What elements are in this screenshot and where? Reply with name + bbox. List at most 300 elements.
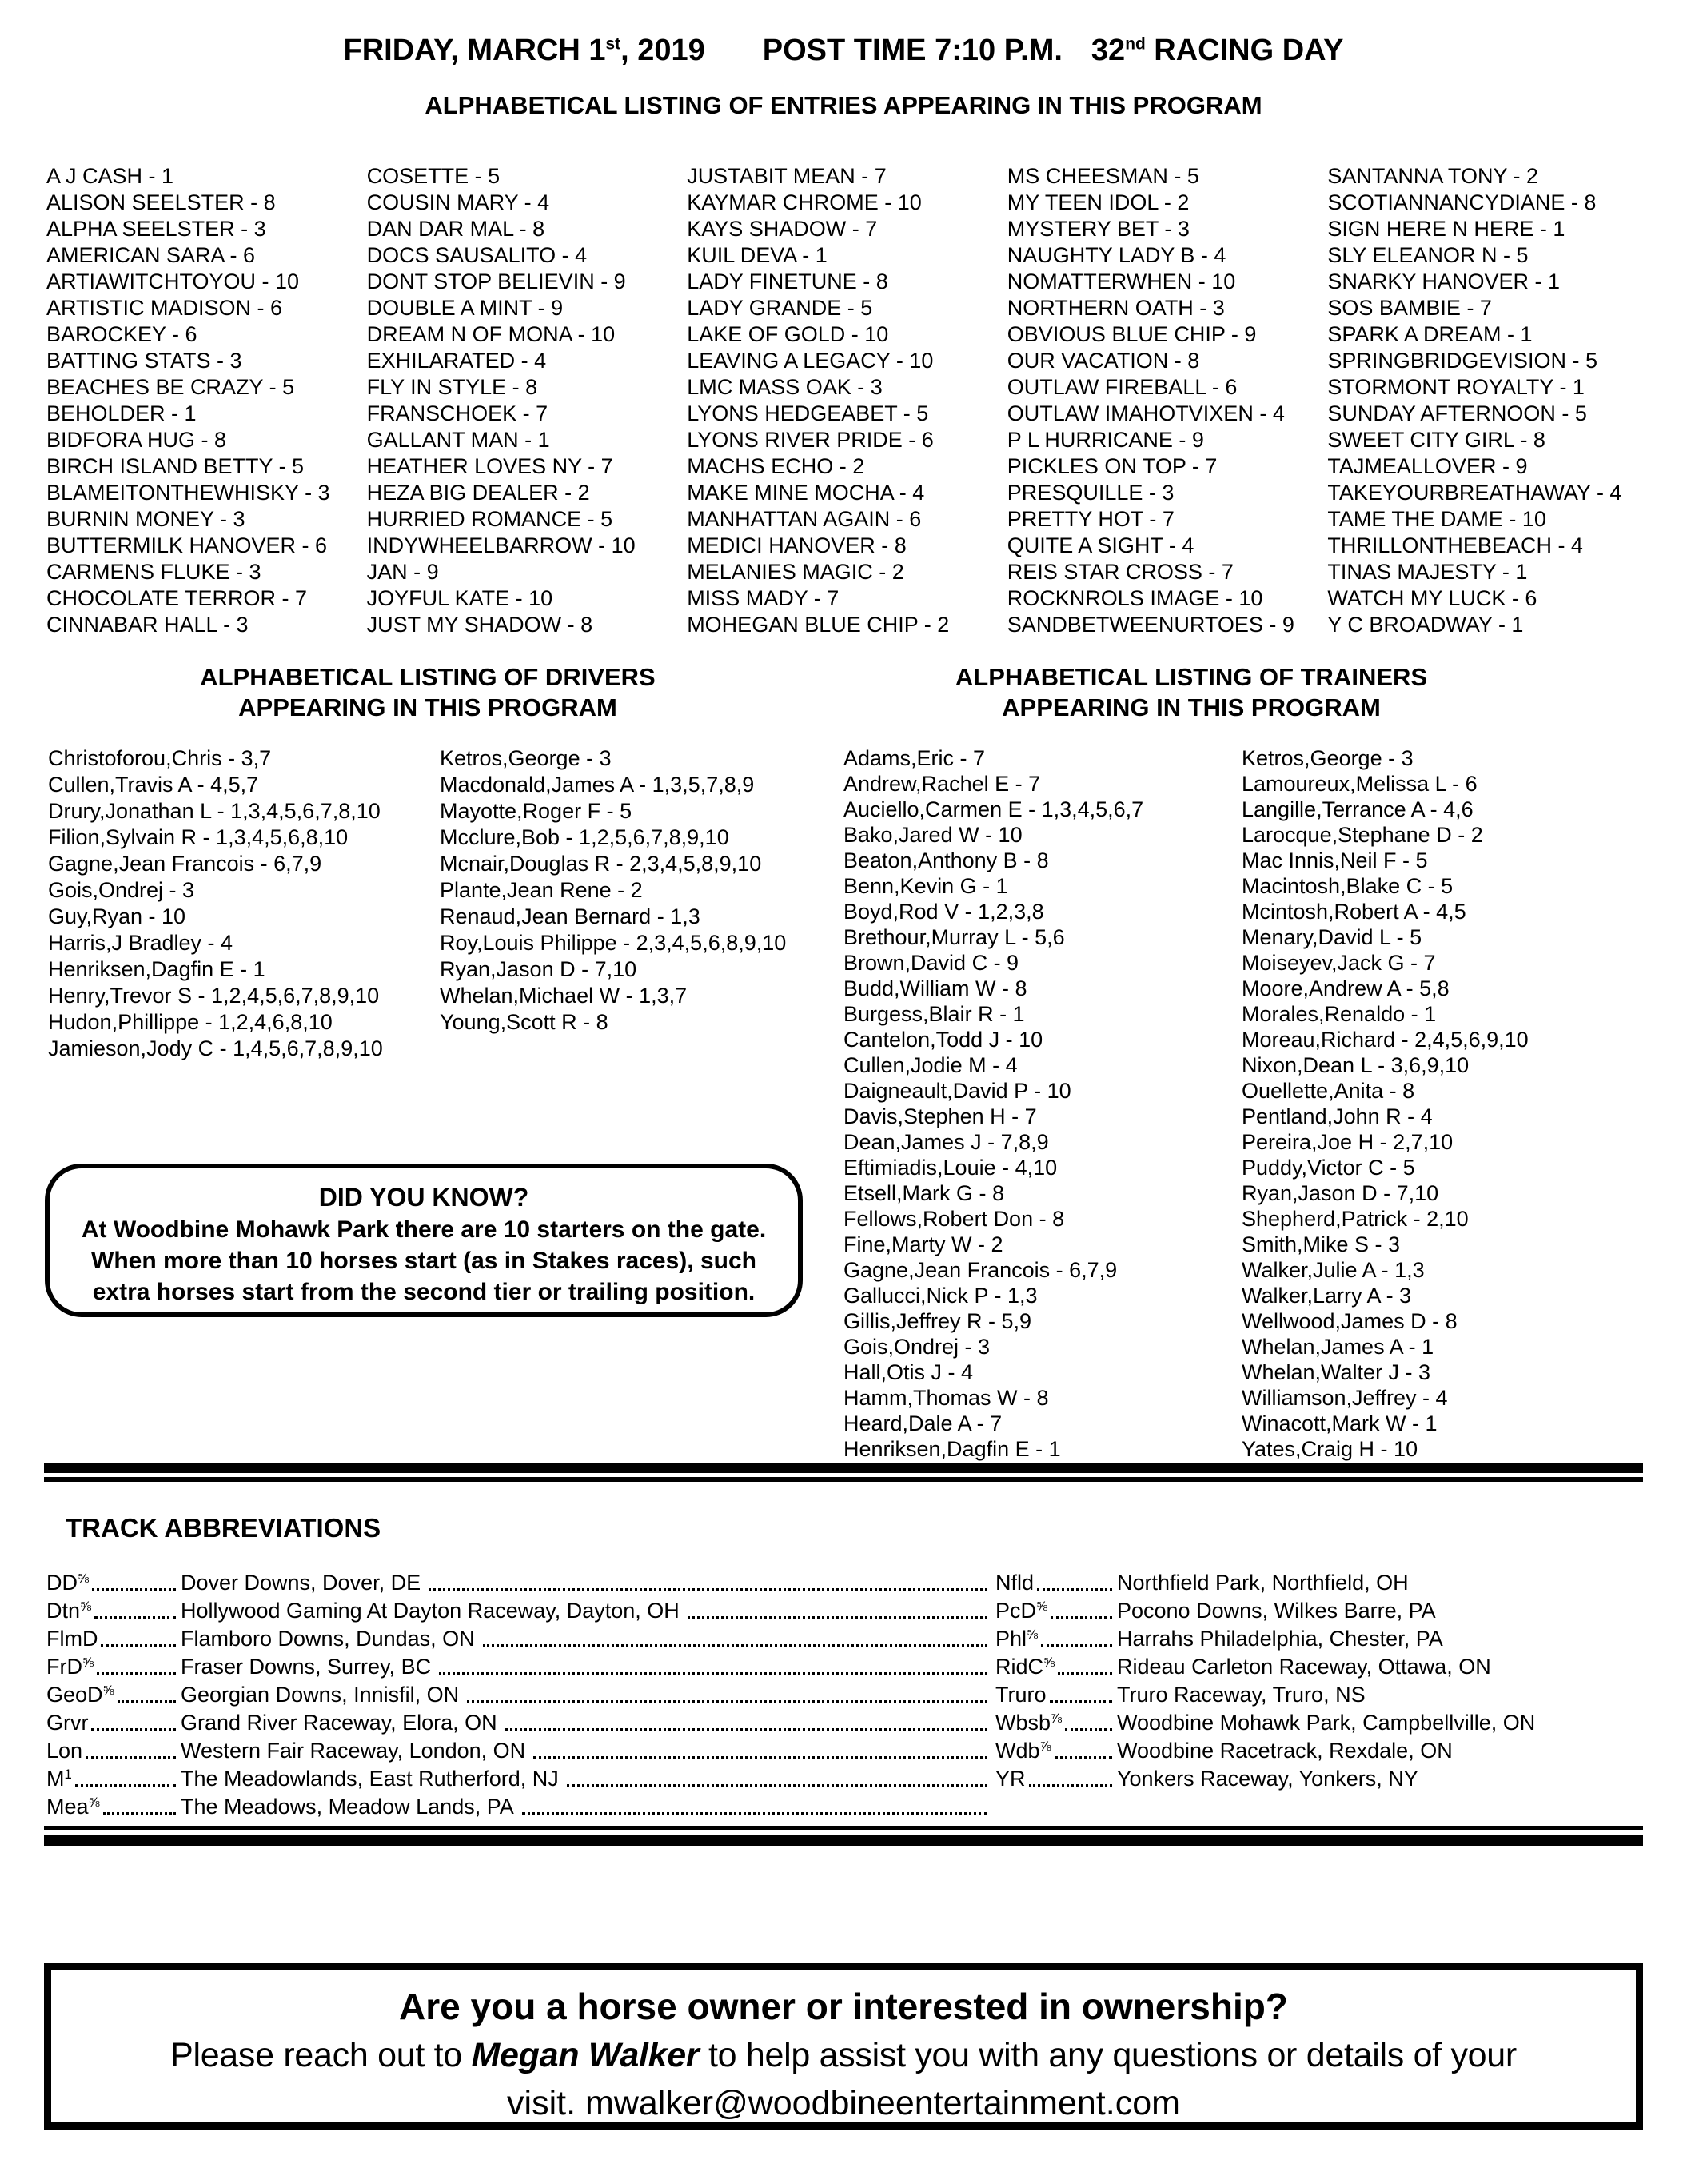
list-item: HEATHER LOVES NY - 7 — [366, 454, 613, 478]
list-item: COSETTE - 5 — [366, 164, 501, 188]
track-abbreviation-fraction: ⅞ — [1039, 1739, 1051, 1754]
track-name: Yonkers Raceway, Yonkers, NY — [1117, 1767, 1418, 1791]
list-item: Macdonald,James A - 1,3,5,7,8,9 — [440, 773, 755, 797]
section-divider-top — [44, 1463, 1643, 1482]
track-abbreviations-right-column — [995, 1569, 1640, 1793]
list-item: Etsell,Mark G - 8 — [844, 1181, 1005, 1205]
list-item: Mcclure,Bob - 1,2,5,6,7,8,9,10 — [440, 825, 729, 849]
track-abbreviation-row — [995, 1765, 1640, 1793]
list-item: Mayotte,Roger F - 5 — [440, 799, 632, 823]
dot-leader — [1029, 1765, 1112, 1787]
track-abbreviations-left-column — [46, 1569, 995, 1821]
track-abbreviation-fraction: ⅝ — [1027, 1627, 1038, 1642]
dot-leader — [483, 1625, 987, 1647]
track-name: Dover Downs, Dover, DE — [181, 1571, 421, 1595]
list-item: TAME THE DAME - 10 — [1327, 507, 1546, 531]
list-item: Dean,James J - 7,8,9 — [844, 1130, 1049, 1154]
list-item: TINAS MAJESTY - 1 — [1327, 560, 1528, 584]
list-item: SWEET CITY GIRL - 8 — [1327, 428, 1545, 452]
track-name: Western Fair Raceway, London, ON — [181, 1739, 526, 1763]
list-item: MACHS ECHO - 2 — [687, 454, 865, 478]
list-item: AMERICAN SARA - 6 — [46, 243, 256, 267]
list-item: DOCS SAUSALITO - 4 — [366, 243, 588, 267]
list-item: BATTING STATS - 3 — [46, 349, 242, 373]
list-item: OUR VACATION - 8 — [1007, 349, 1200, 373]
list-item: Gagne,Jean Francois - 6,7,9 — [844, 1258, 1118, 1282]
list-item: SIGN HERE N HERE - 1 — [1327, 217, 1565, 241]
list-item: Ketros,George - 3 — [440, 746, 612, 770]
list-item: Mcintosh,Robert A - 4,5 — [1242, 900, 1466, 924]
track-abbreviation-code: Wbsb ⅞ — [995, 1709, 1117, 1737]
contact-email-line: visit. mwalker@woodbineentertainment.com — [507, 2084, 1180, 2122]
list-item: Whelan,Walter J - 3 — [1242, 1360, 1431, 1384]
dot-leader — [92, 1569, 176, 1591]
entries-heading: ALPHABETICAL LISTING OF ENTRIES APPEARING IN THIS PROGRAM — [425, 91, 1262, 119]
list-item: JUST MY SHADOW - 8 — [366, 613, 593, 637]
divider-thick-bar — [44, 1463, 1643, 1473]
dot-leader — [91, 1709, 176, 1731]
list-item: LAKE OF GOLD - 10 — [687, 322, 889, 346]
track-abbreviation-row — [46, 1569, 995, 1597]
list-item: Moreau,Richard - 2,4,5,6,9,10 — [1242, 1028, 1529, 1052]
drivers-column-1 — [48, 745, 440, 1062]
dot-leader — [75, 1765, 176, 1787]
track-abbreviation-fraction: ⅝ — [78, 1571, 89, 1586]
track-abbreviation-row — [46, 1597, 995, 1625]
list-item: Bako,Jared W - 10 — [844, 823, 1023, 847]
list-item: Young,Scott R - 8 — [440, 1010, 608, 1034]
list-item: Adams,Eric - 7 — [844, 746, 986, 770]
track-abbreviation-code: M 1 — [46, 1765, 181, 1793]
list-item: SPARK A DREAM - 1 — [1327, 322, 1533, 346]
list-item: LYONS RIVER PRIDE - 6 — [687, 428, 934, 452]
list-item: BUTTERMILK HANOVER - 6 — [46, 533, 328, 557]
list-item: Smith,Mike S - 3 — [1242, 1232, 1401, 1256]
dot-leader — [103, 1793, 177, 1815]
list-item: Heard,Dale A - 7 — [844, 1411, 1003, 1435]
dot-leader — [429, 1569, 987, 1591]
list-item: KAYMAR CHROME - 10 — [687, 190, 922, 214]
dot-leader — [94, 1597, 176, 1619]
dot-leader — [1051, 1597, 1112, 1619]
list-item: MAKE MINE MOCHA - 4 — [687, 481, 925, 505]
dot-leader — [505, 1709, 987, 1731]
list-item: Boyd,Rod V - 1,2,3,8 — [844, 900, 1044, 924]
page-title — [0, 34, 1687, 68]
list-item: JAN - 9 — [366, 560, 439, 584]
track-abbreviation-code: FlmD — [46, 1625, 181, 1653]
list-item: LADY FINETUNE - 8 — [687, 270, 888, 293]
list-item: SLY ELEANOR N - 5 — [1327, 243, 1529, 267]
list-item: CINNABAR HALL - 3 — [46, 613, 249, 637]
list-item: Cullen,Jodie M - 4 — [844, 1053, 1018, 1077]
drivers-column-2 — [440, 745, 786, 1062]
track-abbreviation-code: Wdb ⅞ — [995, 1737, 1117, 1765]
dot-leader — [522, 1793, 987, 1815]
list-item: ALPHA SEELSTER - 3 — [46, 217, 266, 241]
list-item: INDYWHEELBARROW - 10 — [366, 533, 636, 557]
list-item: BIRCH ISLAND BETTY - 5 — [46, 454, 305, 478]
list-item: MANHATTAN AGAIN - 6 — [687, 507, 922, 531]
list-item: THRILLONTHEBEACH - 4 — [1327, 533, 1583, 557]
race-date: FRIDAY, MARCH 1 — [343, 34, 606, 67]
track-abbreviation-fraction: ⅞ — [1051, 1711, 1062, 1726]
list-item: Andrew,Rachel E - 7 — [844, 772, 1041, 796]
track-abbreviation-row — [46, 1681, 995, 1709]
track-name: Harrahs Philadelphia, Chester, PA — [1117, 1627, 1443, 1651]
track-name: Northfield Park, Northfield, OH — [1117, 1571, 1409, 1595]
list-item: Ryan,Jason D - 7,10 — [440, 957, 637, 981]
trainers-heading-line1: ALPHABETICAL LISTING OF TRAINERS — [955, 663, 1428, 691]
list-item: Henriksen,Dagfin E - 1 — [844, 1437, 1061, 1461]
did-you-know-line2: When more than 10 horses start (as in Stakes races), such — [91, 1248, 756, 1274]
list-item: Mcnair,Douglas R - 2,3,4,5,8,9,10 — [440, 852, 762, 876]
list-item: MISS MADY - 7 — [687, 586, 840, 610]
drivers-heading-line1: ALPHABETICAL LISTING OF DRIVERS — [200, 663, 656, 691]
list-item: FLY IN STYLE - 8 — [366, 375, 538, 399]
list-item: Daigneault,David P - 10 — [844, 1079, 1071, 1103]
list-item: Moiseyev,Jack G - 7 — [1242, 951, 1436, 975]
list-item: Gois,Ondrej - 3 — [48, 878, 195, 902]
list-item: Budd,William W - 8 — [844, 976, 1027, 1000]
list-item: QUITE A SIGHT - 4 — [1007, 533, 1194, 557]
list-item: OBVIOUS BLUE CHIP - 9 — [1007, 322, 1257, 346]
list-item: Plante,Jean Rene - 2 — [440, 878, 643, 902]
list-item: Gagne,Jean Francois - 6,7,9 — [48, 852, 322, 876]
list-item: GALLANT MAN - 1 — [366, 428, 550, 452]
list-item: Beaton,Anthony B - 8 — [844, 848, 1049, 872]
trainers-heading — [832, 662, 1551, 723]
list-item: Walker,Julie A - 1,3 — [1242, 1258, 1425, 1282]
track-name: The Meadows, Meadow Lands, PA — [181, 1795, 514, 1819]
list-item: Williamson,Jeffrey - 4 — [1242, 1386, 1448, 1410]
list-item: Brown,David C - 9 — [844, 951, 1019, 975]
list-item: Morales,Renaldo - 1 — [1242, 1002, 1437, 1026]
track-abbreviation-fraction: ⅝ — [82, 1655, 94, 1670]
dot-leader — [1041, 1625, 1112, 1647]
track-abbreviation-row — [46, 1765, 995, 1793]
track-name: Fraser Downs, Surrey, BC — [181, 1655, 432, 1679]
dot-leader — [101, 1625, 176, 1647]
list-item: ARTISTIC MADISON - 6 — [46, 296, 283, 320]
entries-column-3 — [687, 163, 1001, 638]
list-item: SANTANNA TONY - 2 — [1327, 164, 1538, 188]
list-item: Menary,David L - 5 — [1242, 925, 1422, 949]
list-item: OUTLAW IMAHOTVIXEN - 4 — [1007, 401, 1285, 425]
track-abbreviation-code: YR — [995, 1765, 1117, 1793]
list-item: Nixon,Dean L - 3,6,9,10 — [1242, 1053, 1470, 1077]
track-abbreviation-row — [995, 1709, 1640, 1737]
track-abbreviation-code: DD ⅝ — [46, 1569, 181, 1597]
list-item: LYONS HEDGEABET - 5 — [687, 401, 929, 425]
entries-column-2 — [367, 163, 681, 638]
list-item: Ryan,Jason D - 7,10 — [1242, 1181, 1439, 1205]
section-divider-bottom — [44, 1826, 1643, 1846]
track-name: Rideau Carleton Raceway, Ottawa, ON — [1117, 1655, 1491, 1679]
list-item: Shepherd,Patrick - 2,10 — [1242, 1207, 1469, 1231]
list-item: Fellows,Robert Don - 8 — [844, 1207, 1065, 1231]
list-item: BEHOLDER - 1 — [46, 401, 197, 425]
list-item: NOMATTERWHEN - 10 — [1007, 270, 1236, 293]
track-abbreviation-code: Lon — [46, 1737, 181, 1765]
track-abbreviation-row — [995, 1625, 1640, 1653]
list-item: Winacott,Mark W - 1 — [1242, 1411, 1438, 1435]
racing-day-label: RACING DAY — [1145, 34, 1344, 67]
dot-leader — [1065, 1709, 1112, 1731]
list-item: Eftimiadis,Louie - 4,10 — [844, 1156, 1058, 1180]
track-abbreviation-fraction: ⅝ — [1043, 1655, 1055, 1670]
list-item: BIDFORA HUG - 8 — [46, 428, 227, 452]
list-item: Lamoureux,Melissa L - 6 — [1242, 772, 1478, 796]
list-item: Burgess,Blair R - 1 — [844, 1002, 1025, 1026]
list-item: DREAM N OF MONA - 10 — [366, 322, 616, 346]
track-abbreviation-fraction: 1 — [64, 1767, 72, 1782]
date-ordinal: st — [605, 34, 621, 54]
list-item: FRANSCHOEK - 7 — [366, 401, 548, 425]
drivers-heading — [68, 662, 788, 723]
list-item: Auciello,Carmen E - 1,3,4,5,6,7 — [844, 797, 1144, 821]
list-item: SNARKY HANOVER - 1 — [1327, 270, 1560, 293]
list-item: Gillis,Jeffrey R - 5,9 — [844, 1309, 1032, 1333]
list-item: DOUBLE A MINT - 9 — [366, 296, 564, 320]
list-item: Whelan,Michael W - 1,3,7 — [440, 984, 688, 1008]
list-item: Brethour,Murray L - 5,6 — [844, 925, 1065, 949]
track-abbreviation-row — [46, 1653, 995, 1681]
list-item: PICKLES ON TOP - 7 — [1007, 454, 1218, 478]
list-item: P L HURRICANE - 9 — [1007, 428, 1204, 452]
dot-leader — [688, 1597, 987, 1619]
ownership-headline: Are you a horse owner or interested in ownership? — [399, 1986, 1288, 2027]
trainers-column-1 — [844, 745, 1242, 1462]
list-item: Benn,Kevin G - 1 — [844, 874, 1008, 898]
track-abbreviation-fraction: ⅝ — [1036, 1599, 1047, 1614]
dot-leader — [118, 1681, 176, 1703]
list-item: SCOTIANNANCYDIANE - 8 — [1327, 190, 1597, 214]
dot-leader — [1037, 1569, 1112, 1591]
list-item: Henriksen,Dagfin E - 1 — [48, 957, 265, 981]
list-item: Cullen,Travis A - 4,5,7 — [48, 773, 259, 797]
list-item: OUTLAW FIREBALL - 6 — [1007, 375, 1238, 399]
drivers-list — [48, 745, 786, 1062]
did-you-know-title: DID YOU KNOW? — [318, 1183, 529, 1212]
list-item: LMC MASS OAK - 3 — [687, 375, 883, 399]
track-abbreviations-heading: TRACK ABBREVIATIONS — [66, 1513, 381, 1543]
list-item: CARMENS FLUKE - 3 — [46, 560, 261, 584]
list-item: Macintosh,Blake C - 5 — [1242, 874, 1454, 898]
did-you-know-box — [45, 1164, 803, 1317]
dot-leader — [533, 1737, 987, 1759]
list-item: Y C BROADWAY - 1 — [1327, 613, 1524, 637]
list-item: BEACHES BE CRAZY - 5 — [46, 375, 295, 399]
track-name: The Meadowlands, East Rutherford, NJ — [181, 1767, 559, 1791]
list-item: MY TEEN IDOL - 2 — [1007, 190, 1190, 214]
list-item: Yates,Craig H - 10 — [1242, 1437, 1418, 1461]
list-item: DAN DAR MAL - 8 — [366, 217, 545, 241]
list-item: Filion,Sylvain R - 1,3,4,5,6,8,10 — [48, 825, 349, 849]
list-item: Cantelon,Todd J - 10 — [844, 1028, 1043, 1052]
list-item: Ouellette,Anita - 8 — [1242, 1079, 1415, 1103]
ownership-box — [44, 1963, 1643, 2130]
track-abbreviation-fraction: ⅝ — [88, 1795, 100, 1810]
list-item: Gois,Ondrej - 3 — [844, 1335, 991, 1359]
list-item: HURRIED ROMANCE - 5 — [366, 507, 613, 531]
track-name: Flamboro Downs, Dundas, ON — [181, 1627, 475, 1651]
track-abbreviation-code: Truro — [995, 1681, 1117, 1709]
track-name: Georgian Downs, Innisfil, ON — [181, 1683, 460, 1707]
list-item: SANDBETWEENURTOES - 9 — [1007, 613, 1294, 637]
list-item: MEDICI HANOVER - 8 — [687, 533, 907, 557]
list-item: WATCH MY LUCK - 6 — [1327, 586, 1537, 610]
track-abbreviation-row — [46, 1709, 995, 1737]
list-item: JUSTABIT MEAN - 7 — [687, 164, 887, 188]
list-item: MELANIES MAGIC - 2 — [687, 560, 904, 584]
list-item: TAJMEALLOVER - 9 — [1327, 454, 1528, 478]
divider-thin-bar — [44, 1826, 1643, 1830]
entries-column-5 — [1327, 163, 1641, 638]
list-item: Larocque,Stephane D - 2 — [1242, 823, 1483, 847]
list-item: Gallucci,Nick P - 1,3 — [844, 1284, 1038, 1308]
entries-column-4 — [1007, 163, 1322, 638]
ownership-line2 — [51, 2031, 1636, 2079]
list-item: SUNDAY AFTERNOON - 5 — [1327, 401, 1587, 425]
list-item: Pentland,John R - 4 — [1242, 1104, 1433, 1128]
racing-day-number: 32 — [1091, 34, 1126, 67]
track-abbreviation-code: Mea ⅝ — [46, 1793, 181, 1821]
track-abbreviation-row — [46, 1793, 995, 1821]
list-item: NORTHERN OATH - 3 — [1007, 296, 1225, 320]
track-abbreviation-row — [995, 1597, 1640, 1625]
dot-leader — [1050, 1681, 1112, 1703]
list-item: LEAVING A LEGACY - 10 — [687, 349, 934, 373]
list-item: NAUGHTY LADY B - 4 — [1007, 243, 1226, 267]
track-name: Pocono Downs, Wilkes Barre, PA — [1117, 1599, 1436, 1623]
track-abbreviation-fraction: ⅝ — [102, 1683, 114, 1698]
list-item: Jamieson,Jody C - 1,4,5,6,7,8,9,10 — [48, 1036, 383, 1060]
list-item: Whelan,James A - 1 — [1242, 1335, 1434, 1359]
list-item: Walker,Larry A - 3 — [1242, 1284, 1412, 1308]
list-item: COUSIN MARY - 4 — [366, 190, 550, 214]
list-item: ROCKNROLS IMAGE - 10 — [1007, 586, 1263, 610]
list-item: JOYFUL KATE - 10 — [366, 586, 553, 610]
track-abbreviation-code: Grvr — [46, 1709, 181, 1737]
list-item: SOS BAMBIE - 7 — [1327, 296, 1492, 320]
post-time: POST TIME 7:10 P.M. — [762, 34, 1063, 67]
list-item: SPRINGBRIDGEVISION - 5 — [1327, 349, 1597, 373]
track-abbreviation-code: Nfld — [995, 1569, 1117, 1597]
list-item: ALISON SEELSTER - 8 — [46, 190, 276, 214]
track-abbreviation-code: PcD ⅝ — [995, 1597, 1117, 1625]
list-item: Harris,J Bradley - 4 — [48, 931, 233, 955]
list-item: Drury,Jonathan L - 1,3,4,5,6,7,8,10 — [48, 799, 381, 823]
list-item: Renaud,Jean Bernard - 1,3 — [440, 904, 700, 928]
contact-name: Megan Walker — [471, 2036, 700, 2074]
dot-leader — [567, 1765, 987, 1787]
track-name: Truro Raceway, Truro, NS — [1117, 1683, 1366, 1707]
race-year: , 2019 — [620, 34, 705, 67]
track-abbreviation-code: GeoD ⅝ — [46, 1681, 181, 1709]
track-abbreviation-row — [995, 1653, 1640, 1681]
drivers-heading-line2: APPEARING IN THIS PROGRAM — [238, 693, 617, 721]
list-item: Hudon,Phillippe - 1,2,4,6,8,10 — [48, 1010, 333, 1034]
list-item: Roy,Louis Philippe - 2,3,4,5,6,8,9,10 — [440, 931, 787, 955]
track-name: Woodbine Mohawk Park, Campbellville, ON — [1117, 1711, 1536, 1735]
dot-leader — [86, 1737, 176, 1759]
list-item: KUIL DEVA - 1 — [687, 243, 828, 267]
list-item: KAYS SHADOW - 7 — [687, 217, 878, 241]
trainers-column-2 — [1242, 745, 1529, 1462]
track-abbreviation-code: Dtn ⅝ — [46, 1597, 181, 1625]
trainers-list — [844, 745, 1529, 1462]
list-item: Langille,Terrance A - 4,6 — [1242, 797, 1474, 821]
dot-leader — [1058, 1653, 1112, 1675]
list-item: ARTIAWITCHTOYOU - 10 — [46, 270, 300, 293]
list-item: HEZA BIG DEALER - 2 — [366, 481, 590, 505]
dot-leader — [439, 1653, 987, 1675]
dot-leader — [97, 1653, 176, 1675]
list-item: Guy,Ryan - 10 — [48, 904, 186, 928]
list-item: Davis,Stephen H - 7 — [844, 1104, 1037, 1128]
list-item: Henry,Trevor S - 1,2,4,5,6,7,8,9,10 — [48, 984, 380, 1008]
ownership-line2-suffix: to help assist you with any questions or details of your — [699, 2036, 1517, 2074]
list-item: REIS STAR CROSS - 7 — [1007, 560, 1234, 584]
dot-leader — [1055, 1737, 1113, 1759]
entries-column-1 — [46, 163, 361, 638]
entries-list — [46, 163, 1641, 638]
list-item: Hall,Otis J - 4 — [844, 1360, 974, 1384]
track-abbreviation-row — [46, 1737, 995, 1765]
list-item: A J CASH - 1 — [46, 164, 174, 188]
track-abbreviation-row — [995, 1569, 1640, 1597]
divider-thick-bar — [44, 1835, 1643, 1846]
track-abbreviation-code: RidC ⅝ — [995, 1653, 1117, 1681]
track-abbreviation-code: FrD ⅝ — [46, 1653, 181, 1681]
day-ordinal: nd — [1125, 34, 1146, 54]
list-item: TAKEYOURBREATHAWAY - 4 — [1327, 481, 1622, 505]
did-you-know-line1: At Woodbine Mohawk Park there are 10 starters on the gate. — [81, 1216, 767, 1243]
list-item: MOHEGAN BLUE CHIP - 2 — [687, 613, 950, 637]
list-item: Wellwood,James D - 8 — [1242, 1309, 1458, 1333]
did-you-know-line3: extra horses start from the second tier or trailing position. — [92, 1279, 756, 1305]
track-abbreviation-row — [995, 1737, 1640, 1765]
track-abbreviation-row — [46, 1625, 995, 1653]
list-item: DONT STOP BELIEVIN - 9 — [366, 270, 626, 293]
trainers-heading-line2: APPEARING IN THIS PROGRAM — [1002, 693, 1381, 721]
list-item: Ketros,George - 3 — [1242, 746, 1414, 770]
list-item: Moore,Andrew A - 5,8 — [1242, 976, 1450, 1000]
list-item: Fine,Marty W - 2 — [844, 1232, 1003, 1256]
list-item: Pereira,Joe H - 2,7,10 — [1242, 1130, 1454, 1154]
track-name: Grand River Raceway, Elora, ON — [181, 1711, 497, 1735]
track-abbreviation-row — [995, 1681, 1640, 1709]
list-item: Puddy,Victor C - 5 — [1242, 1156, 1415, 1180]
ownership-line2-prefix: Please reach out to — [170, 2036, 472, 2074]
divider-thin-bar — [44, 1477, 1643, 1482]
list-item: Hamm,Thomas W - 8 — [844, 1386, 1049, 1410]
list-item: PRESQUILLE - 3 — [1007, 481, 1175, 505]
track-abbreviation-fraction: ⅝ — [80, 1599, 91, 1614]
dot-leader — [467, 1681, 987, 1703]
track-abbreviation-code: Phl ⅝ — [995, 1625, 1117, 1653]
track-name: Woodbine Racetrack, Rexdale, ON — [1117, 1739, 1453, 1763]
list-item: CHOCOLATE TERROR - 7 — [46, 586, 308, 610]
list-item: MYSTERY BET - 3 — [1007, 217, 1190, 241]
list-item: LADY GRANDE - 5 — [687, 296, 873, 320]
list-item: EXHILARATED - 4 — [366, 349, 547, 373]
list-item: MS CHEESMAN - 5 — [1007, 164, 1199, 188]
list-item: Mac Innis,Neil F - 5 — [1242, 848, 1428, 872]
list-item: PRETTY HOT - 7 — [1007, 507, 1175, 531]
list-item: STORMONT ROYALTY - 1 — [1327, 375, 1585, 399]
